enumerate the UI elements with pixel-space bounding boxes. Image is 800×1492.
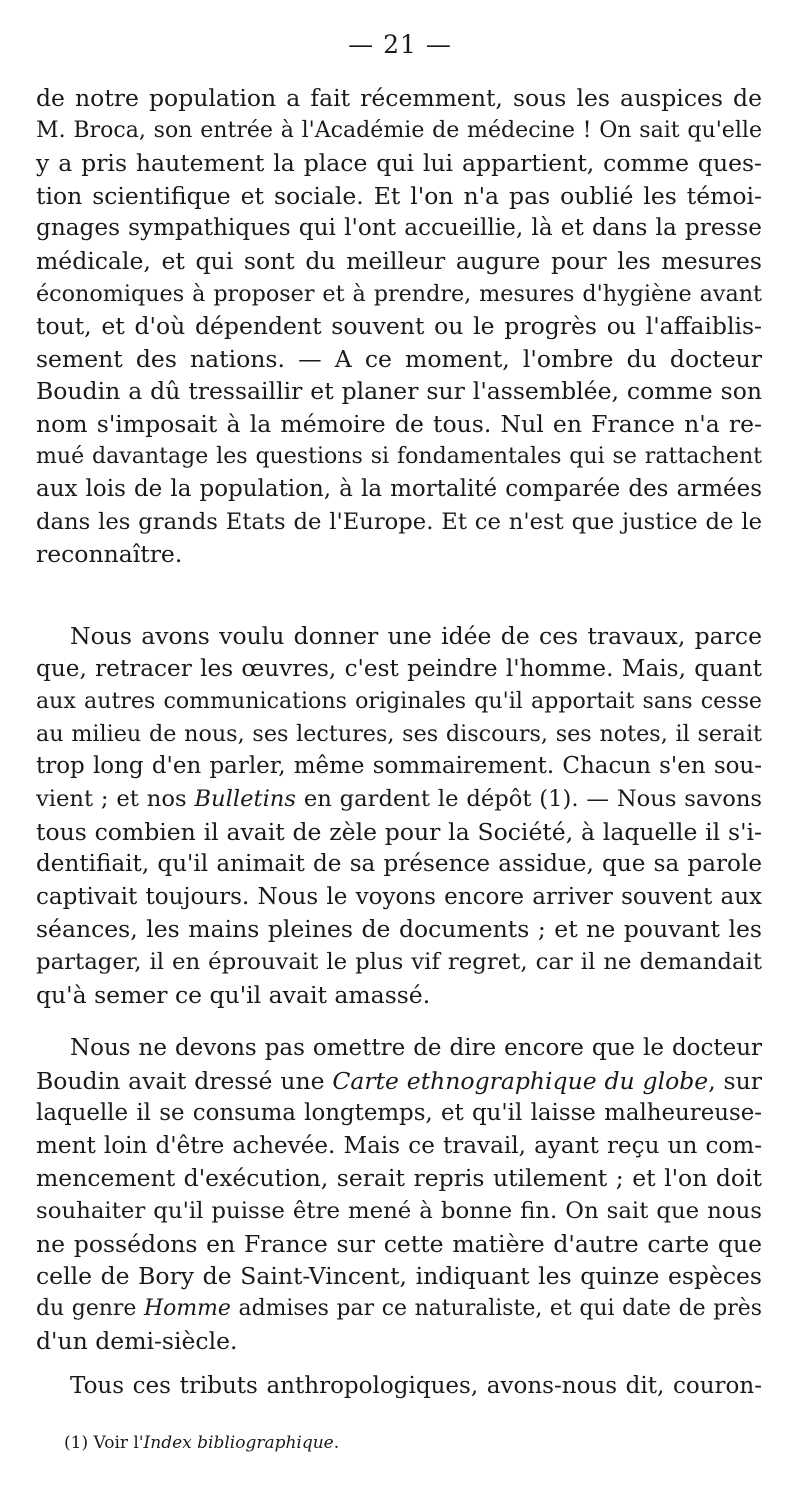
text-line: trop long d'en parler, même sommairement. Chacun s'en sou- xyxy=(36,753,762,780)
text-segment: en gardent le dépôt (1). — Nous savons xyxy=(296,785,762,812)
work-title: Carte ethnographique du globe xyxy=(332,1066,709,1095)
text-line: qu'à semer ce qu'il avait amassé. xyxy=(36,980,431,1009)
text-line: Boudin a dû tressaillir et planer sur l'assemblée, comme son xyxy=(36,377,762,406)
footnote-index-title: Index bibliographique xyxy=(143,1433,334,1453)
text-line: Nous ne devons pas omettre de dire encore que le docteur xyxy=(70,1035,762,1061)
text-line: dentifiait, qu'il animait de sa présence assidue, que sa parole xyxy=(36,851,762,878)
text-line: sement des nations. — A ce moment, l'ombre du docteur xyxy=(36,344,762,373)
text-line xyxy=(36,783,762,816)
text-line xyxy=(36,1065,762,1098)
text-line: celle de Bory de Saint-Vincent, indiquant les quinze espèces xyxy=(36,1262,762,1291)
text-line: tous combien il avait de zèle pour la Société, à laquelle il s'i- xyxy=(36,817,762,846)
text-line xyxy=(36,1293,762,1326)
footnote xyxy=(64,1433,339,1453)
text-segment: vient ; et nos xyxy=(36,785,195,812)
text-segment: , sur xyxy=(708,1066,762,1095)
text-line: souhaiter qu'il puisse être mené à bonne fin. On sait que nous xyxy=(36,1197,762,1224)
paragraph-1 xyxy=(36,82,762,571)
text-line: laquelle il se consuma longtemps, et qu'il laisse malheureuse- xyxy=(36,1100,762,1127)
text-line: ne possédons en France sur cette matière d'autre carte que xyxy=(36,1229,762,1258)
text-line: tout, et d'où dépendent souvent ou le progrès ou l'affaiblis- xyxy=(36,312,762,341)
journal-title: Bulletins xyxy=(194,785,296,812)
text-line: économiques à proposer et à prendre, mesures d'hygiène avant xyxy=(36,280,762,307)
text-line: y a pris hautement la place qui lui appartient, comme ques- xyxy=(36,149,762,178)
genus-name: Homme xyxy=(144,1295,231,1321)
paragraph-3 xyxy=(36,1032,762,1358)
text-segment: du genre xyxy=(36,1295,144,1321)
footnote-text: Voir l' xyxy=(88,1433,144,1453)
text-segment: Boudin avait dressé une xyxy=(36,1066,333,1095)
text-line: tion scientifique et sociale. Et l'on n'a pas oublié les témoi- xyxy=(36,181,762,210)
text-line: gnages sympathiques qui l'ont accueillie, là et dans la presse xyxy=(36,215,762,242)
text-line: au milieu de nous, ses lectures, ses discours, ses notes, il serait xyxy=(36,720,762,747)
text-line: que, retracer les œuvres, c'est peindre l'homme. Mais, quant xyxy=(36,655,762,682)
text-line: Nous avons voulu donner une idée de ces travaux, parce xyxy=(70,622,762,650)
paragraph-2 xyxy=(36,620,762,1011)
text-line: nom s'imposait à la mémoire de tous. Nul en France n'a re- xyxy=(36,409,762,438)
text-line: mencement d'exécution, serait repris utilement ; et l'on doit xyxy=(36,1164,762,1193)
text-line: reconnaître. xyxy=(36,540,183,569)
text-line: de notre population a fait récemment, sous les auspices de xyxy=(36,84,762,112)
text-line: captivait toujours. Nous le voyons encore arriver souvent aux xyxy=(36,883,762,910)
text-segment: admises par ce naturaliste, et qui date de près xyxy=(230,1295,763,1321)
footnote-text: . xyxy=(333,1433,340,1453)
text-line: séances, les mains pleines de documents ; et ne pouvant les xyxy=(36,915,762,944)
text-line: M. Broca, son entrée à l'Académie de médecine ! On sait qu'elle xyxy=(36,117,762,143)
text-line: aux autres communications originales qu'il apportait sans cesse xyxy=(36,688,762,715)
page-number: — 21 — xyxy=(348,30,452,59)
text-line: médicale, et qui sont du meilleur augure pour les mesures xyxy=(36,246,762,275)
paragraph-4 xyxy=(36,1370,762,1403)
text-line: mué davantage les questions si fondamentales qui se rattachent xyxy=(36,443,762,469)
text-line: ment loin d'être achevée. Mais ce travail, ayant reçu un com- xyxy=(36,1132,762,1159)
text-line: partager, il en éprouvait le plus vif regret, car il ne demandait xyxy=(36,948,762,975)
footnote-marker: (1) xyxy=(64,1433,89,1453)
text-line: dans les grands Etats de l'Europe. Et ce n'est que justice de le xyxy=(36,508,762,535)
text-line: aux lois de la population, à la mortalité comparée des armées xyxy=(36,476,762,503)
text-line: Tous ces tributs anthropologiques, avons-nous dit, couron- xyxy=(70,1373,762,1399)
text-line: d'un demi-siècle. xyxy=(36,1327,238,1356)
